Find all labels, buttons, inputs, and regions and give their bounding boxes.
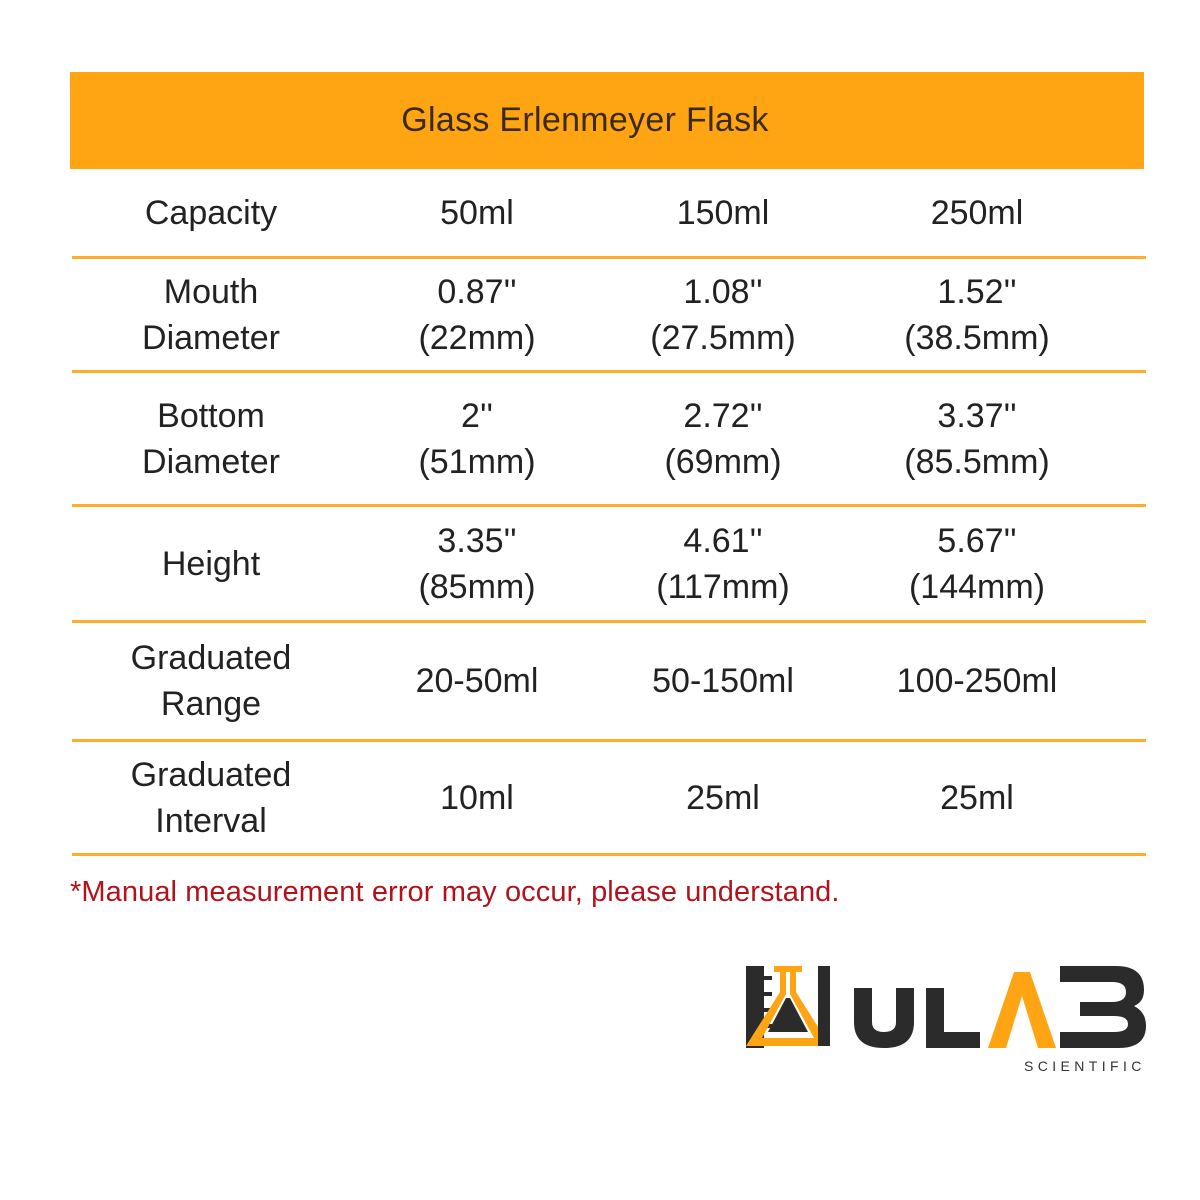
table-row (72, 373, 1146, 507)
row-value: 50-150ml (652, 662, 794, 700)
row-value: 5.67'' (144mm) (908, 521, 1046, 606)
row-label: Capacity (144, 193, 278, 232)
table-row (72, 623, 1146, 742)
measurement-note: *Manual measurement error may occur, please understand. (70, 876, 840, 908)
row-label: Bottom Diameter (142, 396, 280, 481)
row-value: 100-250ml (896, 662, 1058, 700)
row-value: 10ml (440, 778, 514, 817)
row-value: 3.35'' (85mm) (418, 521, 536, 606)
row-value: 250ml (930, 193, 1024, 232)
table-title: Glass Erlenmeyer Flask (401, 101, 769, 139)
row-value: 1.08'' (27.5mm) (650, 272, 796, 357)
table-row (72, 742, 1146, 856)
row-label: Height (161, 544, 261, 583)
row-label: Graduated Range (130, 639, 292, 723)
row-value: 2.72'' (69mm) (664, 396, 782, 481)
row-value: 2'' (51mm) (418, 396, 536, 481)
row-value: 0.87'' (22mm) (418, 272, 536, 357)
table-row (72, 259, 1146, 373)
table-row (72, 169, 1146, 259)
row-value: 25ml (686, 778, 760, 817)
row-value: 1.52'' (38.5mm) (904, 272, 1050, 357)
row-value: 20-50ml (415, 662, 539, 700)
table-title-bar (70, 72, 1144, 169)
row-label: Mouth Diameter (142, 272, 280, 357)
row-value: 4.61'' (117mm) (656, 521, 790, 606)
table-row (72, 507, 1146, 623)
row-value: 25ml (940, 778, 1014, 817)
spec-table (72, 169, 1146, 856)
row-value: 150ml (676, 193, 770, 232)
row-value: 3.37'' (85.5mm) (904, 396, 1050, 481)
row-value: 50ml (440, 193, 514, 232)
logo-caption: SCIENTIFIC (1024, 1058, 1146, 1074)
row-label: Graduated Interval (130, 755, 292, 840)
flask-logo-icon (746, 966, 830, 1048)
